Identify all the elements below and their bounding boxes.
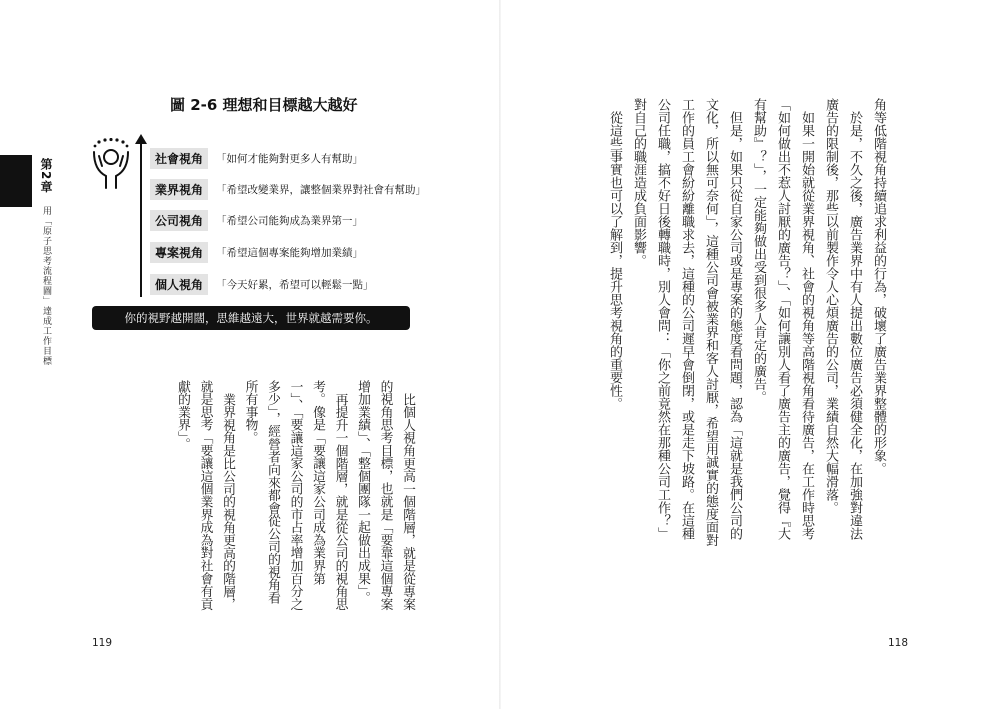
paragraph: 於是，不久之後，廣告業界中有人提出數位廣告必須健全化，在加強對違法廣告的限制後，那些以前製作令人心煩廣告的公司，業績自然大幅滑落。: [823, 98, 862, 540]
level-industry: [150, 179, 426, 199]
paragraph: 從這些事實也可以了解到，提升思考視角的重要性。: [607, 111, 622, 410]
level-social: [150, 148, 363, 168]
level-quote: 「如何才能夠對更多人有幫助」: [216, 152, 364, 165]
chapter-tab: [0, 155, 32, 207]
page-fold: [499, 0, 501, 709]
level-quote: 「希望公司能夠成為業界第一」: [216, 214, 364, 227]
paragraph: 角等低階視角持續追求利益的行為，破壞了廣告業界整體的形象。: [871, 98, 886, 475]
page-number-left: 119: [92, 637, 113, 649]
page-number-right: 118: [888, 637, 909, 649]
level-project: [150, 242, 363, 262]
level-label: 個人視角: [150, 274, 208, 295]
chapter-subtitle: 用「原子思考流程圖」達成工作目標: [41, 206, 51, 366]
level-personal: [150, 274, 374, 294]
chapter-label: 第2章: [39, 158, 53, 194]
paragraph: 但是，如果只從自家公司或是專案的態度看問題，認為「這就是我們公司的文化，所以無可奈何」，這種公司會被業界和客人討厭，希望用誠實的態度面對工作的員工會紛紛離職求去，這種的公司遲早會倒閉，或是走下坡路。在這種公司任職，搞不好日後轉職時，別人會問：「你之前竟然在那種公司工作？」對自己的職涯造成負面影響。: [631, 98, 742, 547]
figure-title: 圖 2-6 理想和目標越大越好: [170, 96, 358, 114]
level-label: 業界視角: [150, 179, 208, 200]
level-quote: 「希望這個專案能夠增加業績」: [216, 246, 364, 259]
level-company: [150, 210, 363, 230]
level-label: 專案視角: [150, 242, 208, 263]
paragraph: 如果一開始就從業界視角、社會的視角等高階視角看待廣告，在工作時思考「如何做出不惹人討厭的廣告？」、「如何讓別人看了廣告主的廣告，覺得『大有幫助』？」，一定能夠做出受到很多人肯定的廣告。: [751, 98, 814, 540]
hands-raised-globe-icon: [90, 138, 132, 192]
left-page-body: [88, 380, 418, 612]
paragraph: 業界視角是比公司的視角更高的階層，就是思考「要讓這個業界成為對社會有貢獻的業界」。: [175, 380, 235, 611]
paragraph: 比個人視角更高一個階層，就是從專案的視角思考目標，也就是「要靠這個專案增加業績」、「整個團隊一起做出成果」。: [355, 380, 415, 611]
level-quote: 「希望改變業界，讓整個業界對社會有幫助」: [216, 183, 427, 196]
right-page-body: [590, 98, 890, 548]
perspective-arrow: [140, 142, 142, 297]
level-quote: 「今天好累，希望可以輕鬆一點」: [216, 278, 374, 291]
figure-banner: 你的視野越開闊，思維越遠大，世界就越需要你。: [92, 306, 410, 330]
level-label: 社會視角: [150, 148, 208, 169]
paragraph: 再提升一個階層，就是從公司的視角思考。像是「要讓這家公司成為業界第一」、「要讓這家公司的市占率增加百分之多少」，經營者向來都會從公司的視角看所有事物。: [242, 380, 348, 611]
level-label: 公司視角: [150, 210, 208, 231]
